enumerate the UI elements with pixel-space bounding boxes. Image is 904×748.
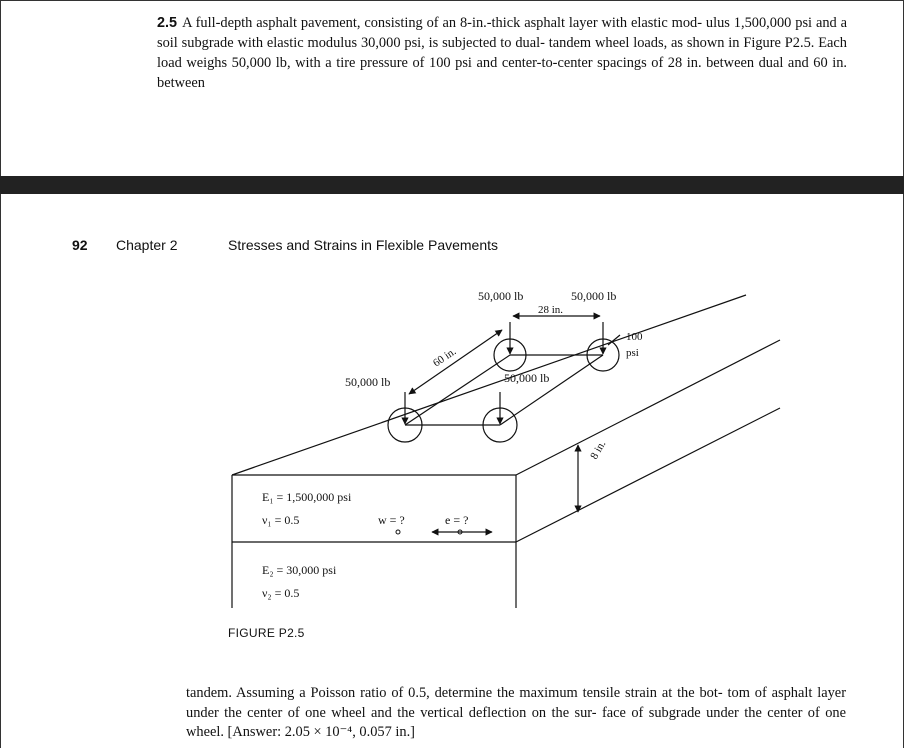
label-pressure-unit: psi [626, 347, 639, 359]
label-layer1-poisson: ν₁ = 0.5 [262, 513, 300, 527]
continuation-line-1: tandem. Assuming a Poisson ratio of 0.5, determine the maximum tensile strain at the bot- [186, 685, 723, 701]
label-strain: e = ? [445, 513, 469, 527]
continuation-line-3: face of subgrade under the center of one wheel. [Answer: 2.05 × 10⁻⁴, 0.057 in.] [186, 704, 846, 740]
problem-line-3: tandem wheel loads, as shown in Figure P2.5. Each load weighs 50,000 lb, with a tire [157, 35, 847, 71]
problem-number: 2.5 [157, 15, 178, 31]
label-pressure-value: 100 [626, 331, 643, 343]
label-layer1-modulus: E₁ = 1,500,000 psi [262, 490, 352, 504]
label-load-front-left: 50,000 lb [345, 375, 391, 389]
label-tandem-spacing: 60 in. [430, 345, 459, 370]
problem-line-2: ulus 1,500,000 psi and a soil subgrade with elastic modulus 30,000 psi, is subjected to dual- [157, 15, 848, 51]
label-load-top-left: 50,000 lb [478, 289, 524, 303]
deflection-point [396, 530, 400, 534]
figure-caption: FIGURE P2.5 [228, 626, 305, 640]
problem-line-4: pressure of 100 psi and center-to-center spacings of 28 in. between dual and 60 in. between [157, 55, 847, 91]
chapter-label: Chapter 2 [116, 237, 178, 253]
continuation-line-2: tom of asphalt layer under the center of one wheel and the vertical deflection on the sur- [186, 685, 846, 721]
label-load-top-right: 50,000 lb [571, 289, 617, 303]
label-layer2-modulus: E₂ = 30,000 psi [262, 563, 337, 577]
pavement-top-edge-near [516, 340, 780, 475]
page-number: 92 [72, 237, 88, 253]
axle-left [405, 355, 510, 425]
problem-continuation [186, 684, 846, 743]
layer-interface-side [516, 408, 780, 542]
label-deflection: w = ? [378, 513, 405, 527]
pavement-top-edge-far [232, 295, 746, 475]
running-title: Stresses and Strains in Flexible Pavements [228, 237, 499, 253]
label-thickness: 8 in. [588, 438, 609, 462]
label-load-front-right: 50,000 lb [504, 371, 550, 385]
label-layer2-poisson: ν₂ = 0.5 [262, 586, 300, 600]
label-dual-spacing: 28 in. [538, 304, 564, 316]
problem-line-1: A full-depth asphalt pavement, consisting of an 8-in.-thick asphalt layer with elastic mod- [182, 15, 703, 31]
axle-right [500, 355, 603, 425]
tandem-spacing-dimension [409, 330, 502, 394]
